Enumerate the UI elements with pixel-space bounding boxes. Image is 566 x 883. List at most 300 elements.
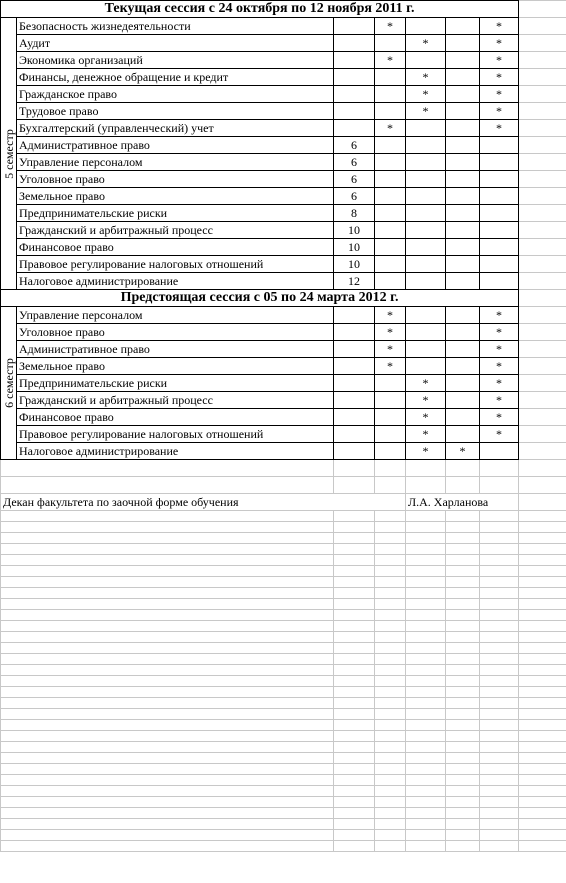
subject-row (1, 426, 566, 443)
sheet-cell (480, 643, 519, 654)
mark-cell (480, 443, 519, 460)
sheet-cell (334, 742, 375, 753)
hours-cell (334, 103, 375, 120)
subject-name: Аудит (17, 35, 334, 52)
sheet-cell (446, 665, 480, 676)
empty-row (1, 786, 566, 797)
sheet-cell (334, 654, 375, 665)
sheet-cell (446, 819, 480, 830)
empty-row (1, 477, 566, 494)
sheet-cell (446, 720, 480, 731)
sheet-cell (519, 103, 566, 120)
sheet-cell (1, 643, 334, 654)
sheet-cell (480, 731, 519, 742)
semester-text: 6 семестр (1, 358, 16, 408)
sheet-cell (480, 555, 519, 566)
sheet-cell (334, 477, 375, 494)
subject-name: Административное право (17, 341, 334, 358)
sheet-cell (334, 731, 375, 742)
sheet-cell (1, 841, 334, 852)
sheet-cell (519, 392, 566, 409)
sheet-cell (334, 522, 375, 533)
sheet-cell (406, 621, 446, 632)
hours-cell: 8 (334, 205, 375, 222)
sheet-cell (1, 632, 334, 643)
mark-cell (446, 205, 480, 222)
sheet-cell (480, 599, 519, 610)
sheet-cell (406, 599, 446, 610)
sheet-cell (446, 808, 480, 819)
sheet-cell (480, 687, 519, 698)
sheet-cell (446, 753, 480, 764)
sheet-cell (1, 566, 334, 577)
sheet-cell (519, 841, 566, 852)
sheet-cell (480, 709, 519, 720)
signature-row (1, 494, 566, 511)
sheet-cell (519, 239, 566, 256)
mark-cell (406, 120, 446, 137)
mark-cell (406, 324, 446, 341)
mark-cell (446, 256, 480, 273)
sheet-cell (375, 687, 406, 698)
sheet-cell (519, 35, 566, 52)
sheet-cell (446, 577, 480, 588)
sheet-cell (406, 687, 446, 698)
sheet-cell (406, 786, 446, 797)
sheet-cell (375, 797, 406, 808)
mark-cell (375, 392, 406, 409)
mark-cell (375, 222, 406, 239)
empty-row (1, 621, 566, 632)
subject-name: Земельное право (17, 358, 334, 375)
sheet-cell (446, 533, 480, 544)
sheet-cell (375, 621, 406, 632)
empty-row (1, 676, 566, 687)
subject-row (1, 120, 566, 137)
sheet-cell (519, 720, 566, 731)
sheet-cell (446, 764, 480, 775)
sheet-cell (406, 577, 446, 588)
sheet-cell (480, 511, 519, 522)
mark-cell (375, 86, 406, 103)
mark-cell (406, 222, 446, 239)
mark-cell: * (480, 324, 519, 341)
sheet-cell (406, 610, 446, 621)
mark-cell: * (375, 324, 406, 341)
mark-cell (375, 137, 406, 154)
mark-cell (446, 426, 480, 443)
mark-cell (375, 103, 406, 120)
mark-cell: * (375, 341, 406, 358)
empty-row (1, 544, 566, 555)
hours-cell: 6 (334, 154, 375, 171)
hours-cell (334, 35, 375, 52)
sheet-cell (519, 341, 566, 358)
mark-cell (446, 392, 480, 409)
mark-cell (375, 409, 406, 426)
mark-cell: * (480, 358, 519, 375)
mark-cell (406, 154, 446, 171)
subject-name: Предпринимательские риски (17, 375, 334, 392)
subject-row (1, 341, 566, 358)
mark-cell (375, 188, 406, 205)
sheet-cell (519, 69, 566, 86)
empty-row (1, 742, 566, 753)
hours-cell (334, 426, 375, 443)
sheet-cell (480, 460, 519, 477)
subject-row (1, 35, 566, 52)
sheet-cell (375, 841, 406, 852)
subject-name: Налоговое администрирование (17, 443, 334, 460)
mark-cell (406, 341, 446, 358)
subject-name: Финансовое право (17, 409, 334, 426)
sheet-cell (480, 577, 519, 588)
sheet-cell (334, 632, 375, 643)
sheet-cell (334, 819, 375, 830)
sheet-cell (375, 632, 406, 643)
empty-row (1, 731, 566, 742)
hours-cell (334, 69, 375, 86)
sheet-cell (375, 709, 406, 720)
sheet-cell (1, 654, 334, 665)
empty-row (1, 643, 566, 654)
sheet-cell (334, 610, 375, 621)
mark-cell (480, 239, 519, 256)
mark-cell (375, 205, 406, 222)
sheet-cell (446, 610, 480, 621)
mark-cell: * (375, 18, 406, 35)
empty-row (1, 522, 566, 533)
sheet-cell (519, 171, 566, 188)
sheet-cell (446, 643, 480, 654)
sheet-cell (480, 588, 519, 599)
empty-row (1, 841, 566, 852)
mark-cell: * (406, 443, 446, 460)
mark-cell (446, 324, 480, 341)
sheet-cell (406, 533, 446, 544)
sheet-cell (519, 621, 566, 632)
subject-name: Уголовное право (17, 171, 334, 188)
sheet-cell (519, 588, 566, 599)
hours-cell: 6 (334, 188, 375, 205)
hours-cell (334, 443, 375, 460)
sheet-cell (519, 599, 566, 610)
sheet-cell (375, 460, 406, 477)
sheet-cell (1, 676, 334, 687)
sheet-cell (519, 797, 566, 808)
subject-row (1, 256, 566, 273)
sheet-cell (480, 654, 519, 665)
hours-cell (334, 358, 375, 375)
sheet-cell (480, 533, 519, 544)
subject-name: Правовое регулирование налоговых отношений (17, 256, 334, 273)
mark-cell: * (480, 35, 519, 52)
sheet-cell (375, 819, 406, 830)
sheet-cell (1, 742, 334, 753)
sheet-cell (406, 830, 446, 841)
hours-cell (334, 52, 375, 69)
mark-cell (406, 137, 446, 154)
sheet-cell (375, 665, 406, 676)
mark-cell (480, 256, 519, 273)
sheet-cell (1, 731, 334, 742)
sheet-cell (334, 665, 375, 676)
subject-name: Финансовое право (17, 239, 334, 256)
empty-row (1, 764, 566, 775)
mark-cell: * (375, 120, 406, 137)
sheet-cell (519, 808, 566, 819)
sheet-cell (1, 687, 334, 698)
mark-cell: * (480, 307, 519, 324)
subject-name: Финансы, денежное обращение и кредит (17, 69, 334, 86)
subject-row (1, 103, 566, 120)
subject-row (1, 392, 566, 409)
subject-row (1, 137, 566, 154)
sheet-cell (480, 676, 519, 687)
sheet-cell (334, 533, 375, 544)
sheet-cell (519, 18, 566, 35)
sheet-cell (406, 477, 446, 494)
subject-name: Административное право (17, 137, 334, 154)
sheet-cell (406, 841, 446, 852)
mark-cell: * (406, 375, 446, 392)
subject-name: Гражданский и арбитражный процесс (17, 392, 334, 409)
sheet-cell (334, 687, 375, 698)
sheet-cell (334, 841, 375, 852)
sheet-cell (519, 324, 566, 341)
sheet-cell (446, 797, 480, 808)
sheet-cell (519, 494, 566, 511)
subject-row (1, 188, 566, 205)
sheet-cell (406, 566, 446, 577)
sheet-cell (334, 786, 375, 797)
sheet-cell (1, 764, 334, 775)
sheet-cell (480, 797, 519, 808)
mark-cell (375, 171, 406, 188)
sheet-cell (375, 577, 406, 588)
dean-name: Л.А. Харланова (406, 494, 519, 511)
sheet-cell (519, 709, 566, 720)
subject-row (1, 409, 566, 426)
mark-cell (446, 52, 480, 69)
empty-row (1, 460, 566, 477)
sheet-cell (406, 797, 446, 808)
sheet-cell (519, 676, 566, 687)
sheet-cell (375, 676, 406, 687)
sheet-cell (375, 764, 406, 775)
mark-cell (375, 443, 406, 460)
sheet-cell (334, 577, 375, 588)
empty-row (1, 599, 566, 610)
mark-cell (446, 120, 480, 137)
mark-cell (446, 171, 480, 188)
mark-cell (375, 273, 406, 290)
hours-cell: 6 (334, 171, 375, 188)
sheet-cell (334, 566, 375, 577)
sheet-cell (519, 205, 566, 222)
sheet-cell (446, 830, 480, 841)
sheet-cell (480, 477, 519, 494)
sheet-cell (406, 460, 446, 477)
empty-row (1, 698, 566, 709)
sheet-cell (519, 830, 566, 841)
hours-cell (334, 307, 375, 324)
subject-name: Управление персоналом (17, 307, 334, 324)
sheet-cell (1, 808, 334, 819)
sheet-cell (446, 621, 480, 632)
sheet-cell (406, 632, 446, 643)
sheet-cell (406, 764, 446, 775)
sheet-cell (519, 86, 566, 103)
empty-row (1, 654, 566, 665)
sheet-cell (334, 588, 375, 599)
hours-cell: 10 (334, 222, 375, 239)
sheet-cell (334, 511, 375, 522)
sheet-cell (519, 533, 566, 544)
mark-cell (446, 341, 480, 358)
sheet-cell (375, 555, 406, 566)
mark-cell (446, 69, 480, 86)
mark-cell (446, 375, 480, 392)
subject-name: Земельное право (17, 188, 334, 205)
sheet-cell (375, 698, 406, 709)
empty-row (1, 588, 566, 599)
sheet-cell (519, 665, 566, 676)
sheet-cell (519, 443, 566, 460)
sheet-cell (1, 610, 334, 621)
sheet-cell (1, 753, 334, 764)
sheet-cell (375, 544, 406, 555)
hours-cell (334, 86, 375, 103)
sheet-cell (406, 643, 446, 654)
mark-cell: * (406, 392, 446, 409)
empty-row (1, 555, 566, 566)
mark-cell: * (480, 409, 519, 426)
hours-cell: 6 (334, 137, 375, 154)
mark-cell (480, 188, 519, 205)
hours-cell (334, 341, 375, 358)
mark-cell: * (406, 69, 446, 86)
sheet-cell (334, 599, 375, 610)
sheet-cell (375, 753, 406, 764)
sheet-cell (375, 731, 406, 742)
mark-cell (446, 154, 480, 171)
sheet-cell (519, 764, 566, 775)
mark-cell: * (480, 86, 519, 103)
sheet-cell (334, 676, 375, 687)
sheet-cell (375, 522, 406, 533)
sheet-cell (446, 477, 480, 494)
subject-name: Правовое регулирование налоговых отношений (17, 426, 334, 443)
sheet-cell (480, 610, 519, 621)
subject-row (1, 307, 566, 324)
sheet-cell (446, 632, 480, 643)
sheet-cell (375, 610, 406, 621)
sheet-cell (334, 764, 375, 775)
mark-cell (406, 307, 446, 324)
subject-name: Налоговое администрирование (17, 273, 334, 290)
sheet-cell (519, 273, 566, 290)
mark-cell: * (480, 341, 519, 358)
sheet-cell (1, 477, 334, 494)
empty-row (1, 775, 566, 786)
sheet-cell (1, 588, 334, 599)
sheet-cell (375, 599, 406, 610)
sheet-cell (519, 577, 566, 588)
mark-cell (480, 273, 519, 290)
sheet-cell (406, 654, 446, 665)
subject-row (1, 443, 566, 460)
sheet-cell (334, 621, 375, 632)
mark-cell: * (480, 375, 519, 392)
sheet-cell (519, 698, 566, 709)
sheet-cell (1, 621, 334, 632)
sheet-cell (375, 588, 406, 599)
sheet-cell (480, 775, 519, 786)
mark-cell (406, 205, 446, 222)
sheet-cell (519, 460, 566, 477)
sheet-cell (446, 731, 480, 742)
hours-cell (334, 392, 375, 409)
mark-cell (406, 171, 446, 188)
subject-row (1, 171, 566, 188)
sheet-cell (334, 643, 375, 654)
subject-row (1, 358, 566, 375)
mark-cell (480, 222, 519, 239)
sheet-cell (519, 307, 566, 324)
sheet-cell (446, 511, 480, 522)
sheet-cell (519, 522, 566, 533)
upcoming-session-title: Предстоящая сессия с 05 по 24 марта 2012 г. (1, 290, 519, 307)
mark-cell: * (375, 307, 406, 324)
mark-cell (480, 154, 519, 171)
mark-cell (446, 222, 480, 239)
empty-row (1, 720, 566, 731)
sheet-cell (519, 786, 566, 797)
empty-row (1, 797, 566, 808)
hours-cell (334, 120, 375, 137)
sheet-cell (519, 511, 566, 522)
mark-cell (375, 375, 406, 392)
mark-cell (375, 426, 406, 443)
sheet-cell (334, 460, 375, 477)
sheet-cell (480, 544, 519, 555)
sheet-cell (519, 654, 566, 665)
sheet-cell (406, 511, 446, 522)
sheet-cell (406, 775, 446, 786)
sheet-cell (1, 775, 334, 786)
subject-name: Управление персоналом (17, 154, 334, 171)
sheet-cell (519, 52, 566, 69)
sheet-cell (446, 687, 480, 698)
sheet-cell (446, 544, 480, 555)
sheet-cell (519, 753, 566, 764)
sheet-cell (480, 808, 519, 819)
mark-cell (375, 69, 406, 86)
mark-cell: * (406, 35, 446, 52)
hours-cell (334, 409, 375, 426)
sheet-cell (519, 687, 566, 698)
sheet-cell (1, 786, 334, 797)
sheet-cell (1, 522, 334, 533)
mark-cell (406, 52, 446, 69)
mark-cell (446, 35, 480, 52)
sheet-cell (406, 676, 446, 687)
sheet-cell (406, 522, 446, 533)
sheet-cell (1, 555, 334, 566)
subject-row (1, 86, 566, 103)
sheet-cell (375, 533, 406, 544)
